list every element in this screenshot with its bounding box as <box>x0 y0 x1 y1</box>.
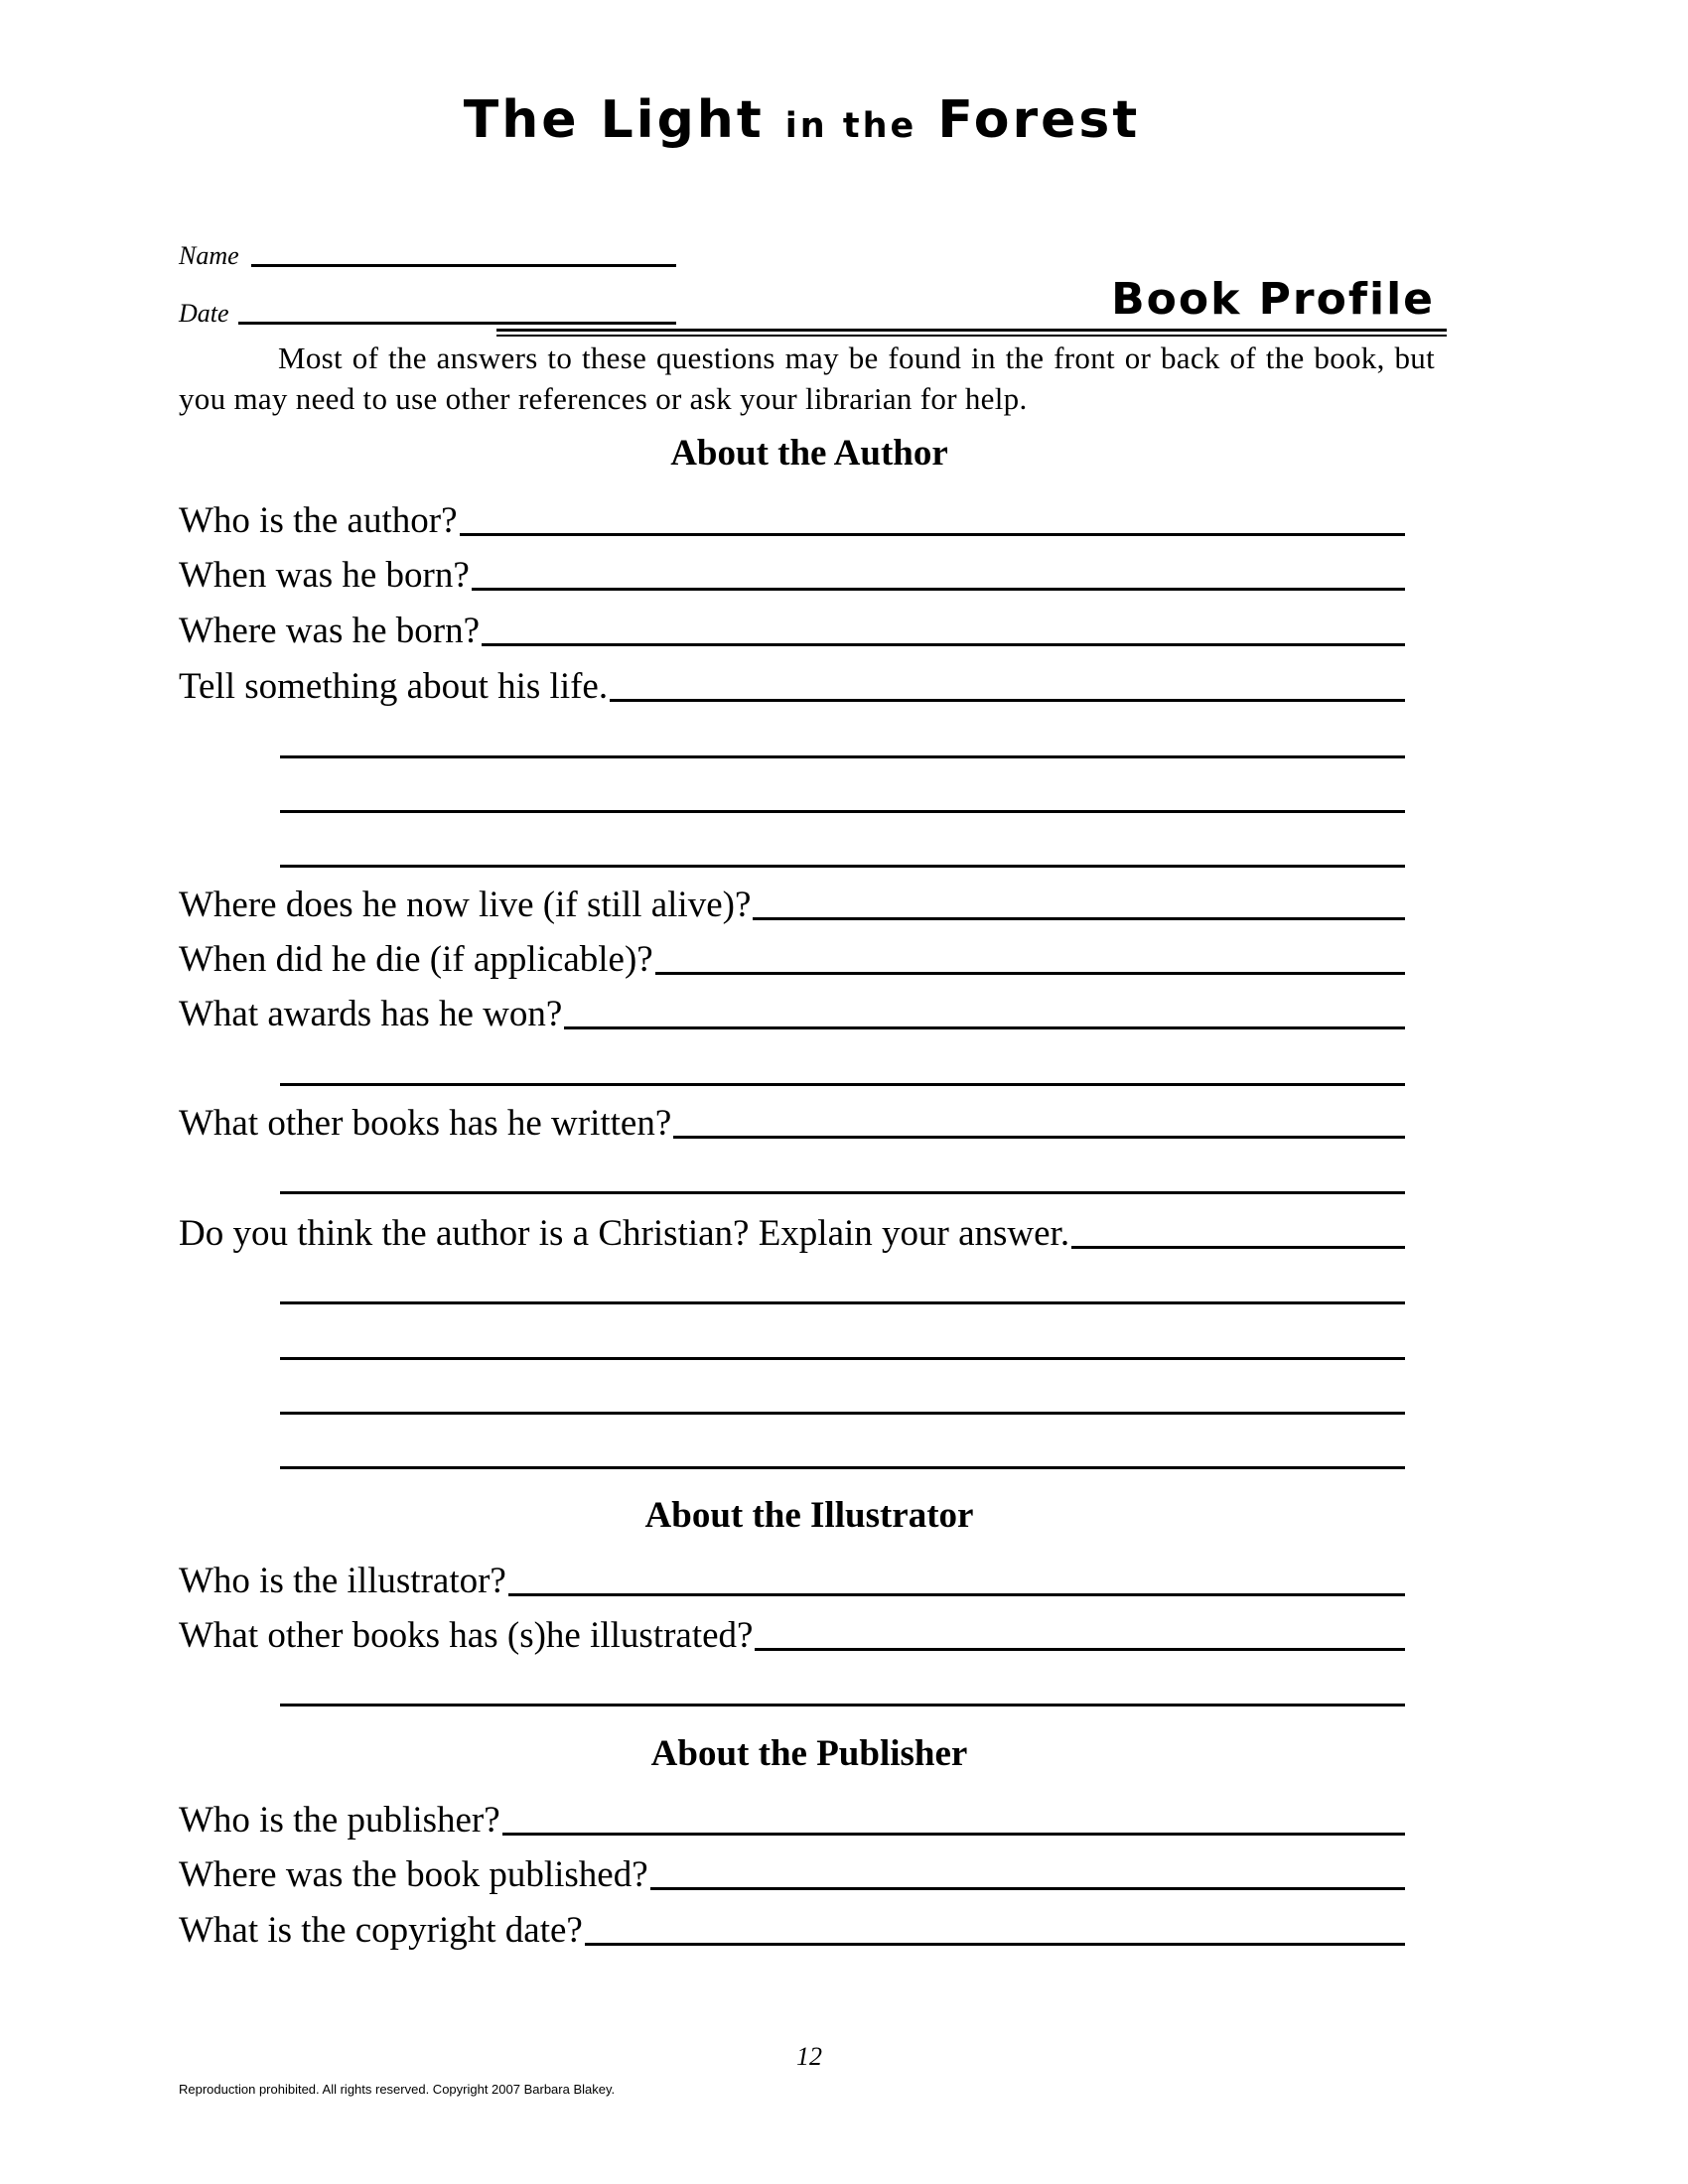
book-profile-heading: Book Profile <box>1111 274 1435 325</box>
answer-line[interactable] <box>655 972 1405 975</box>
question-author-christian <box>179 1215 1405 1252</box>
question-label: What other books has (s)he illustrated? <box>179 1615 754 1656</box>
question-label: Where was the book published? <box>179 1854 648 1895</box>
page-title <box>0 90 1604 150</box>
answer-line[interactable] <box>482 643 1405 646</box>
answer-line[interactable] <box>753 917 1405 920</box>
date-label: Date <box>179 299 229 328</box>
date-field[interactable] <box>238 322 676 325</box>
copyright-notice: Reproduction prohibited. All rights reserved. Copyright 2007 Barbara Blakey. <box>179 2082 616 2097</box>
question-author-life <box>179 668 1405 705</box>
title-part-3: Forest <box>916 90 1141 150</box>
question-label: Where does he now live (if still alive)? <box>179 885 752 925</box>
page-number: 12 <box>796 2042 822 2071</box>
answer-line[interactable] <box>508 1593 1405 1596</box>
question-author-death <box>179 941 1405 978</box>
question-label: What awards has he won? <box>179 994 563 1034</box>
answer-line[interactable] <box>280 1191 1405 1194</box>
answer-line[interactable] <box>280 1466 1405 1469</box>
header-rule <box>496 329 1447 337</box>
question-label: Where was he born? <box>179 611 481 651</box>
question-publisher-location <box>179 1856 1405 1893</box>
question-author-name <box>179 502 1405 539</box>
question-publisher-name <box>179 1802 1405 1839</box>
answer-line[interactable] <box>280 865 1405 868</box>
answer-line[interactable] <box>585 1943 1405 1946</box>
answer-line[interactable] <box>280 1704 1405 1706</box>
question-label: Who is the publisher? <box>179 1800 500 1841</box>
answer-line[interactable] <box>280 1301 1405 1304</box>
answer-line[interactable] <box>280 810 1405 813</box>
answer-line[interactable] <box>755 1648 1405 1651</box>
question-author-born-where <box>179 613 1405 649</box>
answer-line[interactable] <box>502 1833 1405 1836</box>
question-author-residence <box>179 887 1405 923</box>
question-label: Do you think the author is a Christian? Explain your answer. <box>179 1213 1070 1254</box>
question-illustrator-name <box>179 1563 1405 1599</box>
question-label: Who is the illustrator? <box>179 1561 506 1601</box>
answer-line[interactable] <box>673 1136 1405 1139</box>
answer-line[interactable] <box>280 1083 1405 1086</box>
title-part-1: The Light <box>463 90 785 150</box>
question-label: When was he born? <box>179 555 470 596</box>
answer-line[interactable] <box>472 588 1405 591</box>
question-copyright-date <box>179 1912 1405 1949</box>
answer-line[interactable] <box>1071 1246 1405 1249</box>
title-part-2: in the <box>784 106 917 146</box>
answer-line[interactable] <box>280 755 1405 758</box>
question-author-awards <box>179 996 1405 1032</box>
question-label: Tell something about his life. <box>179 666 609 707</box>
answer-line[interactable] <box>610 699 1405 702</box>
answer-line[interactable] <box>280 1357 1405 1360</box>
question-label: Who is the author? <box>179 500 458 541</box>
author-section-heading: About the Author <box>670 433 948 474</box>
answer-line[interactable] <box>280 1412 1405 1415</box>
illustrator-section-heading: About the Illustrator <box>644 1495 974 1536</box>
name-label: Name <box>179 241 239 270</box>
publisher-section-heading: About the Publisher <box>650 1733 968 1774</box>
question-illustrator-other-books <box>179 1617 1405 1654</box>
question-label: What other books has he written? <box>179 1103 672 1144</box>
name-field[interactable] <box>251 264 676 267</box>
instructions-paragraph: Most of the answers to these questions may be found in the front or back of the book, but you may need to use other references or ask your librarian for help. <box>179 341 1435 416</box>
answer-line[interactable] <box>564 1026 1405 1029</box>
answer-line[interactable] <box>650 1887 1405 1890</box>
answer-line[interactable] <box>460 533 1406 536</box>
question-label: When did he die (if applicable)? <box>179 939 653 980</box>
question-label: What is the copyright date? <box>179 1910 583 1951</box>
question-author-born-when <box>179 557 1405 594</box>
question-author-other-books <box>179 1105 1405 1142</box>
